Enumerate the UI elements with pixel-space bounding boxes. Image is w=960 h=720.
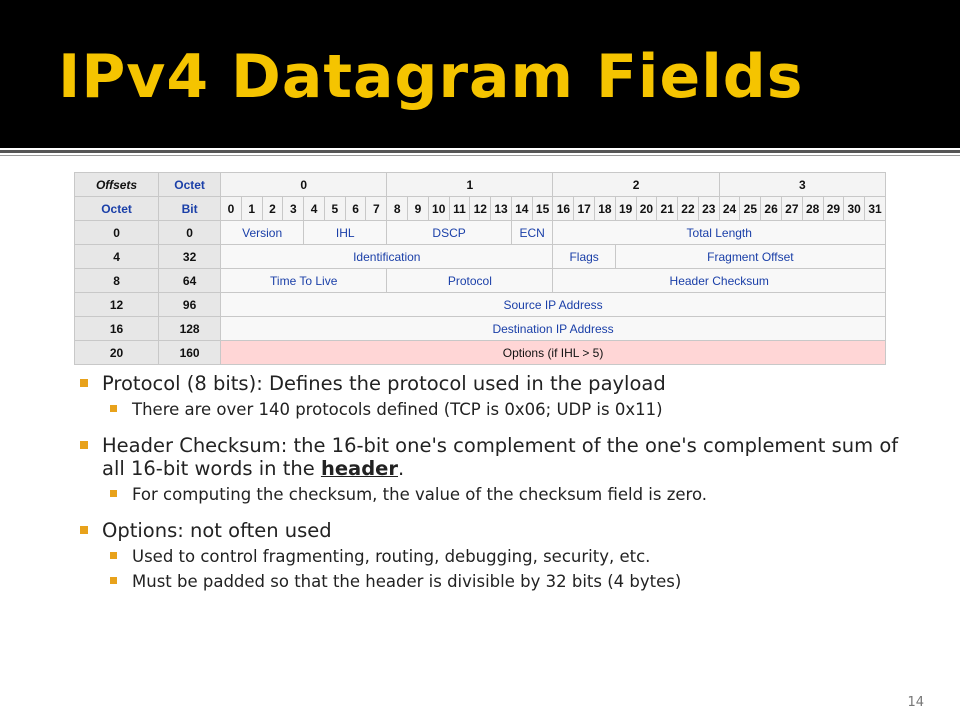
field-cell: Destination IP Address [221,317,886,341]
header-octet: Octet [159,173,221,197]
table-row [75,221,886,245]
sub-bullet-protocol [78,399,918,420]
row-bit: 128 [159,317,221,341]
bit-header: 27 [781,197,802,221]
field-cell: Total Length [553,221,886,245]
bit-header: 10 [428,197,449,221]
table-row [75,245,886,269]
field-cell-options: Options (if IHL > 5) [221,341,886,365]
bit-header: 3 [283,197,304,221]
row-octet: 4 [75,245,159,269]
bit-header: 15 [532,197,553,221]
table-row [75,293,886,317]
row-bit: 32 [159,245,221,269]
bullet-marker-icon [80,379,88,387]
field-cell: Identification [221,245,553,269]
bullet-marker-icon [80,526,88,534]
header-offsets: Offsets [75,173,159,197]
bit-header: 0 [221,197,242,221]
field-cell: ECN [511,221,553,245]
field-cell: IHL [304,221,387,245]
table-row [75,317,886,341]
bit-header: 8 [387,197,408,221]
bullet-protocol [78,372,918,395]
table-row [75,269,886,293]
sub-bullet-checksum [78,484,918,505]
header-octet: Octet [75,197,159,221]
header-link[interactable]: header [320,457,399,480]
page-number: 14 [907,695,924,710]
divider [0,155,960,156]
field-cell: Source IP Address [221,293,886,317]
bit-header: 7 [366,197,387,221]
bit-header: 30 [844,197,865,221]
title-bar [0,0,960,148]
field-cell: Protocol [387,269,553,293]
bit-header: 29 [823,197,844,221]
divider [0,150,960,153]
row-bit: 96 [159,293,221,317]
bullet-marker-icon [110,490,117,497]
octet-header: 3 [719,173,885,197]
table-row [75,173,886,197]
bullet-list [78,372,918,592]
bit-header: 26 [761,197,782,221]
bullet-marker-icon [110,552,117,559]
bullet-text: . [398,457,405,480]
bit-header: 24 [719,197,740,221]
bit-header: 31 [865,197,886,221]
slide-title: IPv4 Datagram Fields [58,42,804,112]
bit-header: 9 [408,197,429,221]
bit-header: 22 [678,197,699,221]
bit-header: 18 [595,197,616,221]
bullet-text: For computing the checksum, the value of the checksum field is zero. [132,485,708,504]
header-bit: Bit [159,197,221,221]
bullet-text: Protocol (8 bits): Defines the protocol used in the payload [102,372,666,395]
bullet-text: Used to control fragmenting, routing, debugging, security, etc. [132,547,651,566]
row-octet: 20 [75,341,159,365]
row-bit: 64 [159,269,221,293]
row-bit: 160 [159,341,221,365]
bit-header: 5 [324,197,345,221]
bit-header: 16 [553,197,574,221]
row-octet: 12 [75,293,159,317]
bit-header: 23 [698,197,719,221]
octet-header: 2 [553,173,719,197]
bit-header: 14 [511,197,532,221]
bullet-marker-icon [110,577,117,584]
bit-header: 12 [470,197,491,221]
row-bit: 0 [159,221,221,245]
bit-header: 13 [491,197,512,221]
bullet-options [78,519,918,542]
bullet-checksum [78,434,918,480]
field-cell: Time To Live [221,269,387,293]
bit-header: 19 [615,197,636,221]
bit-header: 4 [304,197,325,221]
field-cell: Flags [553,245,615,269]
field-cell: Header Checksum [553,269,886,293]
bullet-marker-icon [110,405,117,412]
row-octet: 8 [75,269,159,293]
bit-header: 1 [241,197,262,221]
bullet-text: Header Checksum: the 16-bit one's complement of the one's complement sum of all 16-bit words in the [102,434,899,480]
table-row [75,341,886,365]
bit-header: 11 [449,197,470,221]
octet-header: 0 [221,173,387,197]
row-octet: 16 [75,317,159,341]
bullet-marker-icon [80,441,88,449]
bit-header: 17 [574,197,595,221]
field-cell: Version [221,221,304,245]
table-row [75,197,886,221]
bit-header: 25 [740,197,761,221]
sub-bullet-options-2 [78,571,918,592]
bit-header: 2 [262,197,283,221]
field-cell: DSCP [387,221,512,245]
row-octet: 0 [75,221,159,245]
bit-header: 28 [802,197,823,221]
ipv4-header-table [74,172,886,365]
field-cell: Fragment Offset [615,245,885,269]
octet-header: 1 [387,173,553,197]
bit-header: 21 [657,197,678,221]
bit-header: 20 [636,197,657,221]
sub-bullet-options-1 [78,546,918,567]
bullet-text: There are over 140 protocols defined (TCP is 0x06; UDP is 0x11) [132,400,663,419]
bullet-text: Options: not often used [102,519,332,542]
bit-header: 6 [345,197,366,221]
bullet-text: Must be padded so that the header is divisible by 32 bits (4 bytes) [132,572,682,591]
